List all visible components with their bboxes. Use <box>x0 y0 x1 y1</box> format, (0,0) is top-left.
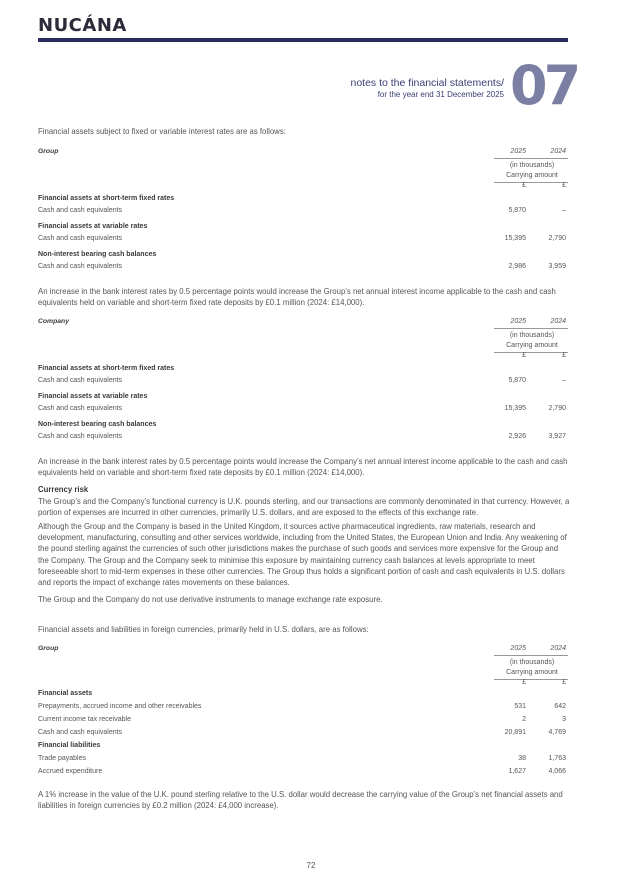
table-row: Trade payables 38 1,763 <box>38 755 566 762</box>
currency-row <box>38 182 568 194</box>
table-body <box>38 690 568 781</box>
intro-text-1: Financial assets subject to fixed or variable interest rates are as follows: <box>38 127 286 136</box>
unit-label <box>498 331 566 351</box>
table-row: Prepayments, accrued income and other receivables 531 642 <box>38 703 566 710</box>
unit-label <box>498 658 566 678</box>
unit-carrying: Carrying amount <box>506 342 558 349</box>
section-title: Non-interest bearing cash balances <box>38 251 157 258</box>
section-title: Financial assets at variable rates <box>38 223 148 230</box>
table-row: Cash and cash equivalents 2,986 3,959 <box>38 263 566 270</box>
header-bar <box>38 38 568 42</box>
divider <box>494 158 568 159</box>
year-2024: 2024 <box>550 645 566 652</box>
unit-thousands: (in thousands) <box>509 162 555 169</box>
table-row: Cash and cash equivalents 20,891 4,769 <box>38 729 566 736</box>
currency-symbol: £ <box>562 352 566 359</box>
currency-symbol: £ <box>522 182 526 189</box>
table-body <box>38 194 568 275</box>
table-foreign-currency <box>38 645 568 775</box>
table-row: Cash and cash equivalents 15,395 2,790 <box>38 405 566 412</box>
section-title: Financial liabilities <box>38 742 101 749</box>
paragraph-currency-sensitivity: A 1% increase in the value of the U.K. pound sterling relative to the U.S. dollar would decrease the carrying value of the Group’s net financial assets and liabilities in foreign currencies by £0.2 million (2024: £4,000 increase). <box>38 790 563 811</box>
currency-symbol: £ <box>522 352 526 359</box>
year-2025: 2025 <box>510 645 526 652</box>
table-group-label: Group <box>38 645 59 652</box>
currency-risk-paragraph-2: Although the Group and the Company is based in the United Kingdom, it sources active pharmaceutical ingredients, raw materials, research and development, manufacturing, consulting and other services worldwide, including from the United States, the European Union and India. Any weakening of the pound sterling against the currencies of such other jurisdictions makes the purchase of such goods and services more expensive for the Group and the Company. The Group and the Company seek to minimise this exposure by maintaining currency cash balances at levels appropriate to meet foreseeable short to mid-term expenses in these other currencies. The Group thus holds a significant portion of cash and cash equivalents in U.S. dollars and reports the impact of exchange rates movements on these balances. <box>38 522 567 588</box>
table-group-label: Company <box>38 318 69 325</box>
currency-symbol: £ <box>562 679 566 686</box>
table-body <box>38 364 568 445</box>
table-header-row <box>38 318 568 330</box>
year-2025: 2025 <box>510 148 526 155</box>
table-group-interest-rates <box>38 148 568 270</box>
table-row: Current income tax receivable 2 3 <box>38 716 566 723</box>
unit-carrying: Carrying amount <box>506 172 558 179</box>
currency-risk-paragraph-3: The Group and the Company do not use derivative instruments to manage exchange rate exposure. <box>38 595 383 604</box>
page-number: 72 <box>306 861 316 870</box>
company-logo: NUCÁNA <box>38 15 127 36</box>
section-title: Financial assets <box>38 690 93 697</box>
table-company-interest-rates <box>38 318 568 440</box>
paragraph-company-sensitivity: An increase in the bank interest rates by 0.5 percentage points would increase the Company’s net annual interest income applicable to the cash and cash equivalents held on variable and short-term fixed rate deposits by £0.1 million (2024: £14,000). <box>38 457 568 478</box>
currency-symbol: £ <box>562 182 566 189</box>
table-row: Cash and cash equivalents 5,870 – <box>38 207 566 214</box>
currency-risk-paragraph-1: The Group’s and the Company’s functional currency is U.K. pounds sterling, and our transactions are commonly denominated in that currency. However, a portion of expenses are incurred in other currencies, primarily U.S. dollars, and are exposed to the effects of this exchange rate. <box>38 497 570 518</box>
section-number: 07 <box>510 54 578 117</box>
currency-row <box>38 352 568 364</box>
table-row: Cash and cash equivalents 2,926 3,927 <box>38 433 566 440</box>
currency-risk-heading: Currency risk <box>38 485 89 494</box>
table-row: Cash and cash equivalents 15,395 2,790 <box>38 235 566 242</box>
table-header-row <box>38 645 568 657</box>
paragraph-group-sensitivity: An increase in the bank interest rates by 0.5 percentage points would increase the Group’s net annual interest income applicable to the cash and cash equivalents held on variable and short-term fixed rate deposits by £0.1 million (2024: £14,000). <box>38 287 556 308</box>
unit-carrying: Carrying amount <box>506 669 558 676</box>
divider <box>494 655 568 656</box>
header-title: notes to the financial statements/ <box>350 77 504 89</box>
table-header-row <box>38 148 568 160</box>
section-title: Non-interest bearing cash balances <box>38 421 157 428</box>
section-title: Financial assets at short-term fixed rates <box>38 195 175 202</box>
table-row: Cash and cash equivalents 5,870 – <box>38 377 566 384</box>
table-group-label: Group <box>38 148 59 155</box>
year-2024: 2024 <box>550 148 566 155</box>
header-subtitle: for the year end 31 December 2025 <box>377 90 504 99</box>
unit-label <box>498 161 566 181</box>
section-title: Financial assets at short-term fixed rates <box>38 365 175 372</box>
intro-text-3: Financial assets and liabilities in foreign currencies, primarily held in U.S. dollars, are as follows: <box>38 625 369 634</box>
unit-thousands: (in thousands) <box>509 332 555 339</box>
currency-symbol: £ <box>522 679 526 686</box>
unit-thousands: (in thousands) <box>509 659 555 666</box>
year-2024: 2024 <box>550 318 566 325</box>
table-row: Accrued expenditure 1,627 4,066 <box>38 768 566 775</box>
divider <box>494 328 568 329</box>
header-text <box>350 77 504 99</box>
section-title: Financial assets at variable rates <box>38 393 148 400</box>
year-2025: 2025 <box>510 318 526 325</box>
